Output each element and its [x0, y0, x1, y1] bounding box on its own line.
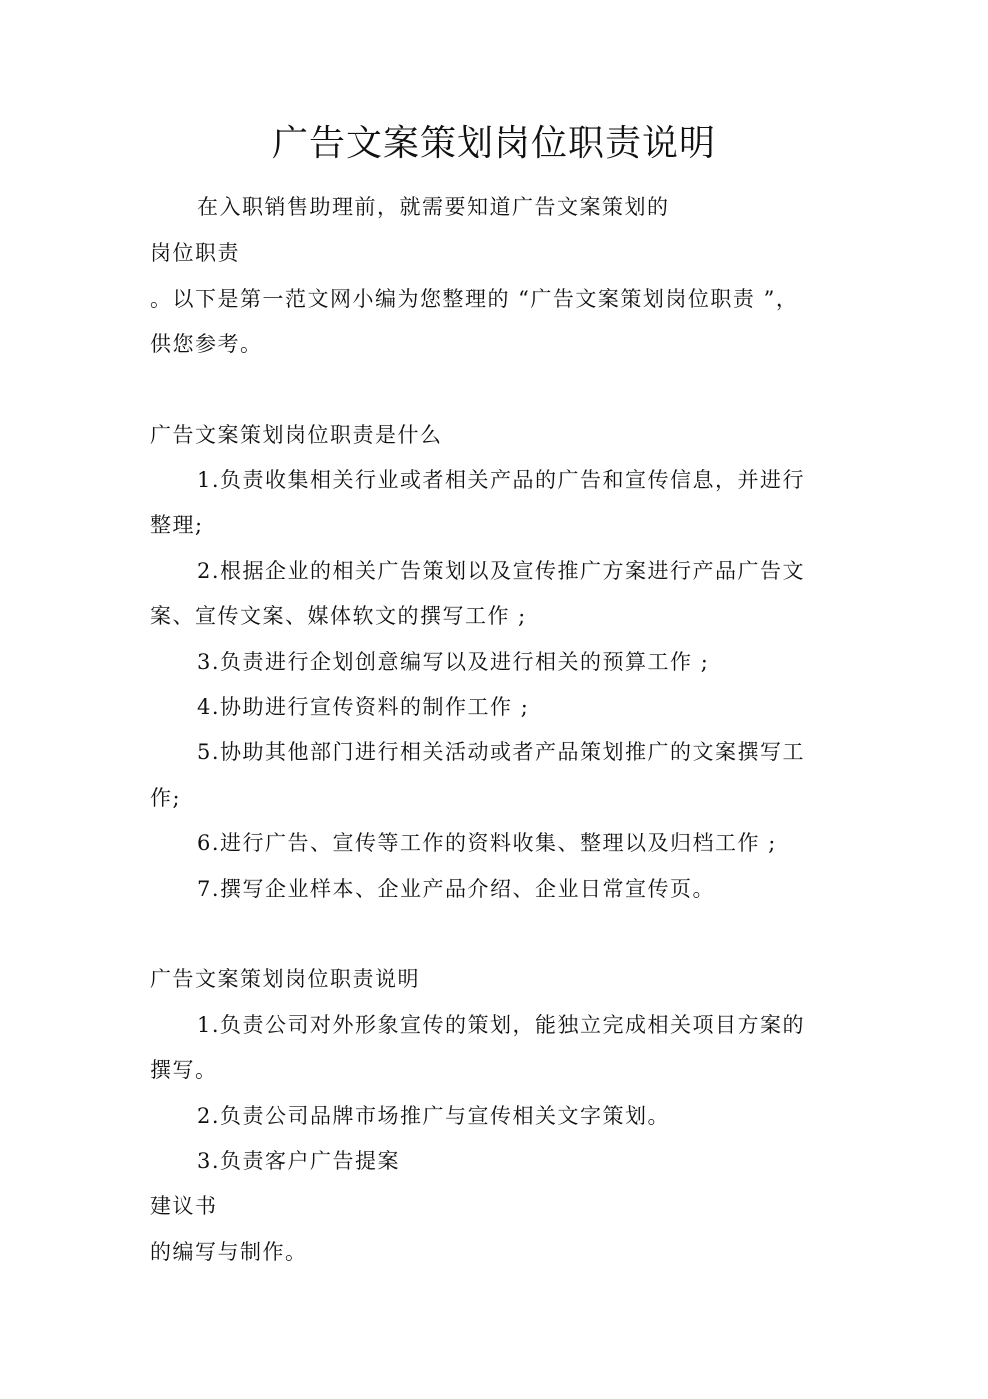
intro-line-1: 在入职销售助理前，就需要知道广告文案策划的	[197, 195, 670, 219]
section1-item2-line1: 2.根据企业的相关广告策划以及宣传推广方案进行产品广告文	[197, 559, 806, 583]
section2-item3-line3: 的编写与制作。	[150, 1240, 308, 1264]
section1-item5-line1: 5.协助其他部门进行相关活动或者产品策划推广的文案撰写工	[197, 740, 806, 764]
section1-item7: 7.撰写企业样本、企业产品介绍、企业日常宣传页。	[197, 877, 716, 901]
section2-item1-line2: 撰写。	[150, 1058, 218, 1082]
intro-line-3: 。以下是第一范文网小编为您整理的 “广告文案策划岗位职责 ”，	[150, 287, 799, 311]
intro-line-4: 供您参考。	[150, 332, 263, 356]
section1-item1-line2: 整理;	[150, 513, 204, 537]
section1-item2-line2: 案、宣传文案、媒体软文的撰写工作 ;	[150, 604, 527, 628]
section1-item6: 6.进行广告、宣传等工作的资料收集、整理以及归档工作 ;	[197, 831, 777, 855]
section1-item5-line2: 作;	[150, 786, 182, 810]
section2-heading: 广告文案策划岗位职责说明	[150, 967, 420, 991]
document-title: 广告文案策划岗位职责说明	[271, 123, 716, 164]
section1-item4: 4.协助进行宣传资料的制作工作 ;	[197, 695, 530, 719]
section2-item3-line1: 3.负责客户广告提案	[197, 1149, 401, 1173]
section2-item1-line1: 1.负责公司对外形象宣传的策划，能独立完成相关项目方案的	[197, 1013, 806, 1037]
section1-heading: 广告文案策划岗位职责是什么	[150, 423, 443, 447]
section2-item2: 2.负责公司品牌市场推广与宣传相关文字策划。	[197, 1104, 671, 1128]
section1-item3: 3.负责进行企划创意编写以及进行相关的预算工作 ;	[197, 650, 710, 674]
intro-line-2: 岗位职责	[150, 241, 240, 265]
section2-item3-line2: 建议书	[150, 1194, 218, 1218]
section1-item1-line1: 1.负责收集相关行业或者相关产品的广告和宣传信息，并进行	[197, 468, 806, 492]
